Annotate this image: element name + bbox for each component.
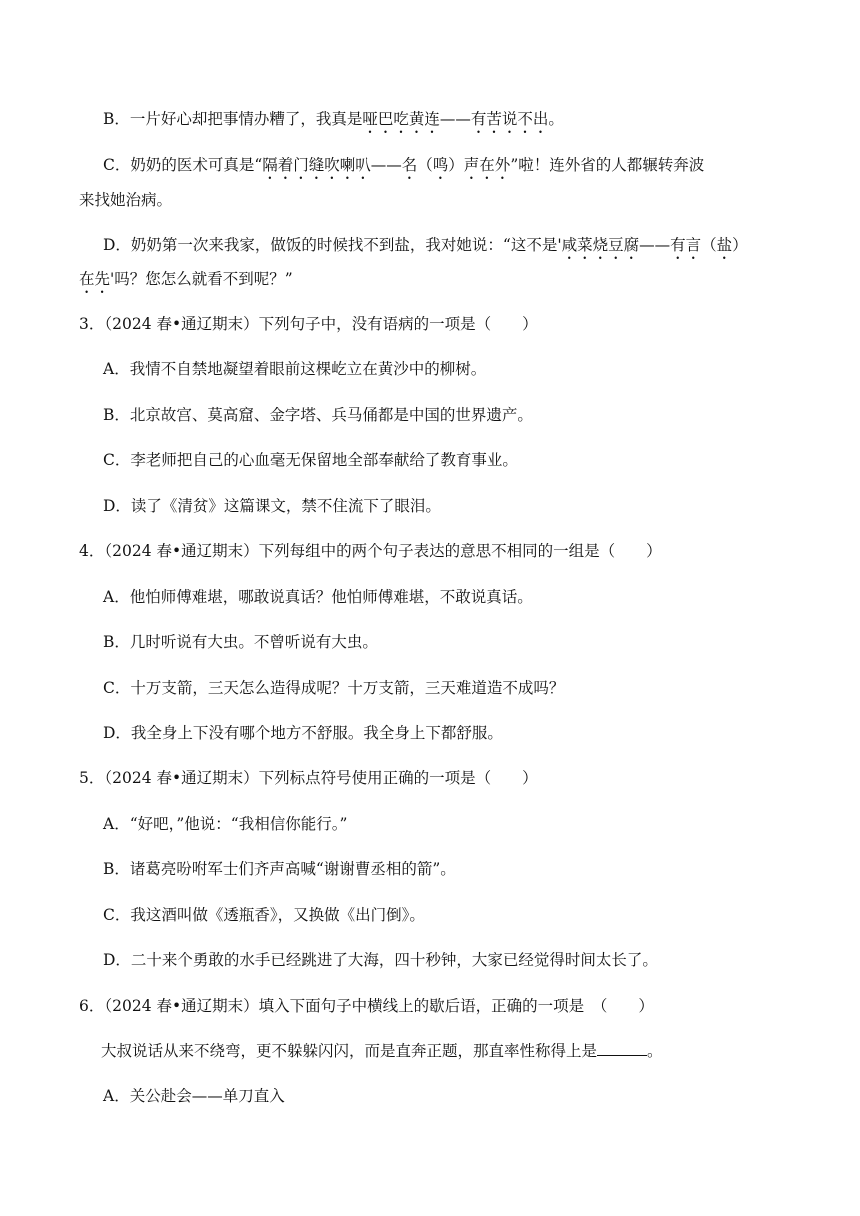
q6-option-a: A．关公赴会——单刀直入 [103, 1087, 285, 1105]
q2-option-b: B．一片好心却把事情办糟了，我真是哑巴吃黄连——有苦说不出。 [103, 110, 564, 128]
q4-option-b: B．几时听说有大虫。不曾听说有大虫。 [103, 633, 378, 651]
q3-option-d: D．读了《清贫》这篇课文，禁不住流下了眼泪。 [103, 497, 441, 515]
q5-option-d: D．二十来个勇敢的水手已经跳进了大海，四十秒钟，大家已经觉得时间太长了。 [103, 951, 658, 969]
q6-title: 6．（2024 春•通辽期末）填入下面句子中横线上的歇后语，正确的一项是 （ ） [79, 997, 654, 1015]
q5-option-c: C．我这酒叫做《透瓶香》，又换做《出门倒》。 [103, 906, 425, 924]
q4-option-c: C．十万支箭，三天怎么造得成呢？十万支箭，三天难道造不成吗？ [103, 679, 565, 697]
q3-option-b: B．北京故宫、莫高窟、金字塔、兵马俑都是中国的世界遗产。 [103, 406, 533, 424]
q2-option-c: C．奶奶的医术可真是“隔着门缝吹喇叭——名（鸣）声在外”啦！连外省的人都辗转奔波 [103, 156, 705, 174]
q2-option-d-idiom-end: 在先 [79, 270, 111, 288]
q2-option-d-continued: 在先'吗？您怎么就看不到呢？” [79, 270, 293, 288]
q2-option-b-idiom: 哑巴吃黄连——有苦说不出 [362, 110, 549, 128]
q2-option-c-continued: 来找她治病。 [79, 191, 173, 209]
q4-option-a: A．他怕师傅难堪，哪敢说真话？他怕师傅难堪，不敢说真话。 [103, 588, 533, 606]
q6-stem: 大叔说话从来不绕弯，更不躲躲闪闪，而是直奔正题，那直率性称得上是 。 [101, 1042, 663, 1060]
q2-option-c-idiom: 隔着门缝吹喇叭——名（鸣）声在外 [262, 156, 511, 174]
q4-option-d: D．我全身上下没有哪个地方不舒服。我全身上下都舒服。 [103, 724, 503, 742]
q3-title: 3．（2024 春•通辽期末）下列句子中，没有语病的一项是（ ） [79, 315, 538, 333]
q2-option-d: D．奶奶第一次来我家，做饭的时候找不到盐，我对她说：“这不是'咸菜烧豆腐——有言（盐） [103, 236, 748, 254]
q3-option-a: A．我情不自禁地凝望着眼前这棵屹立在黄沙中的柳树。 [103, 360, 487, 378]
q5-title: 5．（2024 春•通辽期末）下列标点符号使用正确的一项是（ ） [79, 769, 538, 787]
q6-blank [597, 1041, 647, 1056]
q5-option-a: A．“好吧，”他说：“我相信你能行。” [103, 815, 348, 833]
q5-option-b: B．诸葛亮吩咐军士们齐声高喊“谢谢曹丞相的箭”。 [103, 860, 456, 878]
q4-title: 4．（2024 春•通辽期末）下列每组中的两个句子表达的意思不相同的一组是（ ） [79, 542, 662, 560]
q3-option-c: C．李老师把自己的心血毫无保留地全部奉献给了教育事业。 [103, 451, 518, 469]
q2-option-d-idiom: 咸菜烧豆腐——有言（盐） [561, 236, 748, 254]
